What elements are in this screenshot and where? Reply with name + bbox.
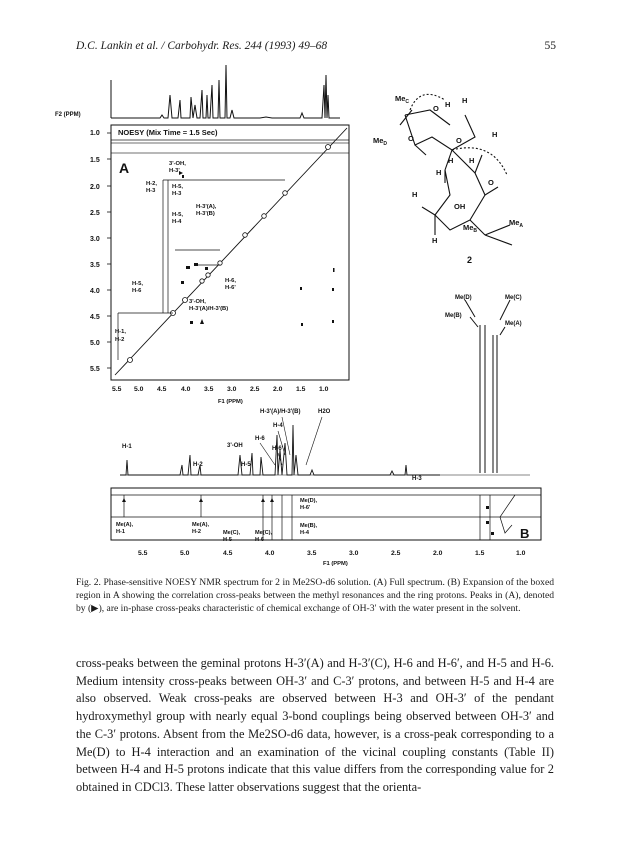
running-head: D.C. Lankin et al. / Carbohydr. Res. 244 (1993) 49–68 (76, 40, 328, 52)
f2-ticks (90, 130, 100, 373)
label-oh2b: H-3'(A)/H-3'(B) (189, 306, 229, 312)
label-h2: H-2 (193, 462, 203, 468)
label-med-h6a: Me(D), (300, 498, 318, 504)
label-oh-h3b: H-3' (169, 168, 180, 174)
f1-tick-b: 4.5 (223, 550, 233, 557)
f2-tick: 5.5 (90, 366, 100, 373)
nmr-figure (55, 55, 560, 567)
label-meb-h4b: H-4 (300, 530, 310, 536)
panel-a-label: A (119, 160, 130, 176)
label-oh-h3: 3'-OH, (169, 161, 186, 167)
svg-text:O: O (488, 178, 494, 187)
figure-caption (76, 577, 554, 615)
panel-b-label: B (520, 526, 530, 541)
label-h6p: H-6' (272, 446, 284, 452)
f1-tick: 5.0 (134, 386, 144, 393)
f2-tick: 1.5 (90, 157, 100, 164)
f1-tick: 2.0 (273, 386, 283, 393)
compound-2-structure (400, 94, 512, 245)
page-number: 55 (544, 40, 556, 52)
label-h5h6b: H-6 (132, 288, 142, 294)
f1-tick-b: 2.0 (433, 550, 443, 557)
body-text (76, 655, 554, 797)
label-oh: 3'-OH (227, 443, 243, 449)
label-me-a: Me(A) (505, 321, 522, 327)
label-h5h3a: H-5, (172, 184, 183, 190)
label-h1h2b: H-2 (115, 337, 125, 343)
f2-tick: 4.0 (90, 288, 100, 295)
label-h2h3a: H-2, (146, 181, 157, 187)
svg-text:H: H (448, 156, 454, 165)
label-h3a: H-3'(A), (196, 204, 217, 210)
f1-tick: 1.0 (319, 386, 329, 393)
caption-title: Fig. 2. Phase-sensitive NOESY NMR spectrum for 2 in Me2SO-d6 solution. (76, 577, 371, 588)
label-h6a: H-6, (225, 278, 236, 284)
svg-text:O: O (456, 136, 462, 145)
f2-tick: 3.5 (90, 262, 100, 269)
svg-text:H: H (462, 96, 468, 105)
svg-text:H: H (412, 190, 418, 199)
f2-tick: 5.0 (90, 340, 100, 347)
label-mea-h2a: Me(A), (192, 522, 210, 528)
f1-tick-b: 3.5 (307, 550, 317, 557)
label-h5h4b: H-4 (172, 219, 182, 225)
label-h5h3b: H-3 (172, 191, 182, 197)
svg-text:MeC: $Me_C$ (395, 94, 410, 105)
f2-projection (111, 65, 340, 118)
compound-number: 2 (467, 255, 473, 265)
caption-text: (A) Full spectrum. (B) Expansion of the boxed region in A showing the correlation cross-peaks between the methyl resonances and the ring protons. Peaks in (A), denoted by (▶), are in-phase cross-peaks characteristic of chemical exchange of OH-3′ with the water present in the solvent. (76, 577, 555, 614)
label-mea-h1a: Me(A), (116, 522, 134, 528)
f1-tick: 1.5 (296, 386, 306, 393)
svg-text:MeB: $Me_B$ (463, 223, 478, 234)
f2-axis-title: F2 (PPM) (55, 112, 81, 118)
panel-b-frame (111, 488, 541, 540)
f1-tick-b: 5.0 (180, 550, 190, 557)
f1-axis-title-a: F1 (PPM) (218, 399, 243, 405)
f1-tick: 2.5 (250, 386, 260, 393)
diagonal-line (115, 128, 347, 375)
f1-tick-b: 4.0 (265, 550, 275, 557)
svg-text:O: O (433, 104, 439, 113)
svg-text:H: H (445, 100, 451, 109)
f1-tick-b: 1.5 (475, 550, 485, 557)
label-mec-h5a: Me(C), (223, 530, 241, 536)
noesy-box-title: NOESY (Mix Time = 1.5 Sec) (118, 128, 218, 137)
f1-tick-b: 1.0 (516, 550, 526, 557)
label-h3ab: H-3'(A)/H-3'(B) (260, 409, 301, 415)
label-h2o: H2O (318, 409, 331, 415)
label-h1h2a: H-1, (115, 329, 126, 335)
svg-text:OH: OH (454, 202, 466, 211)
svg-text:H: H (432, 236, 438, 245)
label-med-h6b: H-6' (300, 505, 311, 511)
f1-tick-b: 3.0 (349, 550, 359, 557)
f1-tick-b: 2.5 (391, 550, 401, 557)
svg-text:O: O (408, 134, 414, 143)
f1-tick: 3.0 (227, 386, 237, 393)
label-h3: H-3 (412, 476, 422, 482)
label-me-c: Me(C) (505, 295, 522, 301)
label-mea-h1b: H-1 (116, 529, 126, 535)
label-oh2: 3'-OH, (189, 299, 206, 305)
label-h5: H-5 (241, 462, 251, 468)
f1-tick: 4.5 (157, 386, 167, 393)
f1-tick-b: 5.5 (138, 550, 148, 557)
label-h1: H-1 (122, 444, 132, 450)
label-h2h3b: H-3 (146, 188, 156, 194)
f1-tick: 5.5 (112, 386, 122, 393)
label-h5h6a: H-5, (132, 281, 143, 287)
label-meb-h4a: Me(B), (300, 523, 318, 529)
methyl-region-spectrum (465, 300, 510, 473)
label-h3b: H-3'(B) (196, 211, 215, 217)
label-h5h4a: H-5, (172, 212, 183, 218)
svg-text:H: H (436, 168, 442, 177)
svg-text:H: H (469, 156, 475, 165)
svg-text:MeD: $Me_D$ (373, 136, 388, 147)
f2-tick: 1.0 (90, 130, 100, 137)
label-mea-h2b: H-2 (192, 529, 202, 535)
label-h4: H-4 (273, 423, 283, 429)
f1-axis-title-b: F1 (PPM) (323, 561, 348, 567)
label-h6: H-6 (255, 436, 265, 442)
body-paragraph: cross-peaks between the geminal protons H-3′(A) and H-3′(C), H-6 and H-6′, and H-5 and H-6. Medium intensity cross-peaks between OH-3′ and C-3′ protons, and between H-5 and H-4 are also observed. Weak cross-peaks are observed between H-3 and OH-3′ of the pendant hydroxymethyl group with nearly equal 3-bond couplings being observed between OH-3′ and the C-3′ protons. Absent from the Me2SO-d6 data, however, is a cross-peak corresponding to a Me(D) to H-4 interaction and an examination of the vicinal coupling constants (Table II) between H-4 and H-5 protons indicate that this value differs from the corresponding value for 2 obtained in CDCl3. These latter observations suggest that the orienta- (76, 656, 554, 794)
svg-text:H: H (492, 130, 498, 139)
f2-tick: 2.5 (90, 210, 100, 217)
label-mec-h6b: H-6 (255, 537, 265, 543)
f1-tick: 3.5 (204, 386, 214, 393)
f2-tick: 4.5 (90, 314, 100, 321)
f1-tick: 4.0 (181, 386, 191, 393)
label-me-b: Me(B) (445, 313, 462, 319)
label-h6b: H-6' (225, 285, 236, 291)
label-mec-h5b: H-5 (223, 537, 233, 543)
label-mec-h6a: Me(C), (255, 530, 273, 536)
svg-text:MeA: $Me_A$ (509, 218, 524, 229)
f2-tick: 3.0 (90, 236, 100, 243)
f2-tick: 2.0 (90, 184, 100, 191)
structure-labels (373, 94, 523, 265)
label-me-d: Me(D) (455, 295, 472, 301)
